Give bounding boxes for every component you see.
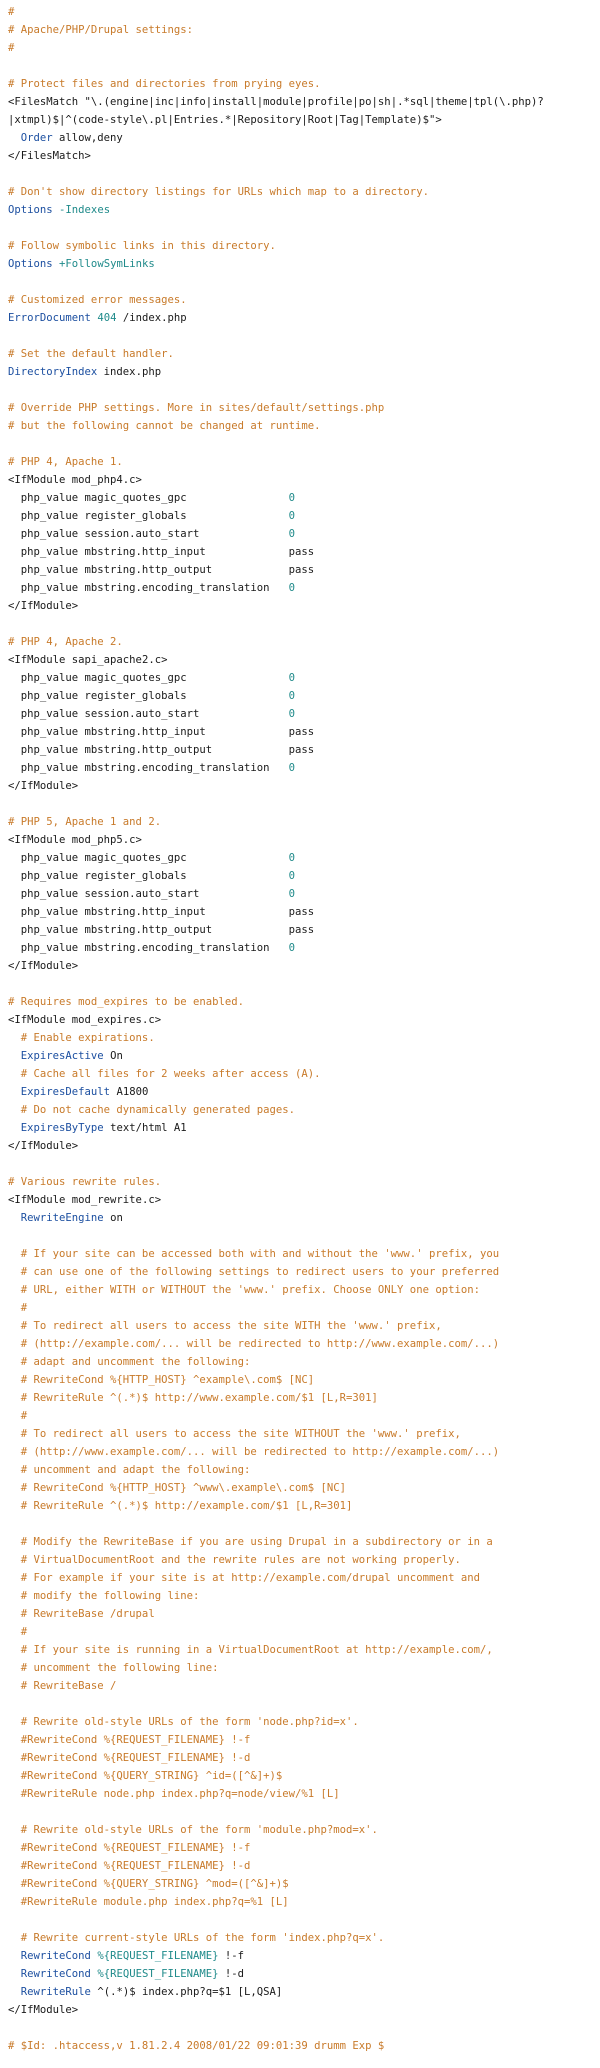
code-text: on bbox=[103, 1212, 123, 1224]
code-comment: #RewriteRule module.php index.php?q=%1 [L] bbox=[8, 1896, 289, 1908]
code-text: php_value mbstring.http_output pass bbox=[8, 564, 315, 576]
code-comment: # bbox=[8, 1410, 28, 1422]
code-comment: # $Id: .htaccess,v 1.81.2.4 2008/01/22 09:01:39 drumm Exp $ bbox=[8, 2040, 385, 2052]
code-line bbox=[8, 1281, 600, 1299]
code-line bbox=[8, 1533, 600, 1551]
code-line bbox=[8, 507, 600, 525]
code-comment: # Apache/PHP/Drupal settings: bbox=[8, 24, 193, 36]
code-line bbox=[8, 255, 600, 273]
code-line bbox=[8, 1839, 600, 1857]
code-line bbox=[8, 687, 600, 705]
code-text: allow,deny bbox=[52, 132, 123, 144]
code-tag: <IfModule bbox=[8, 1194, 72, 1206]
code-number: 0 bbox=[288, 672, 296, 684]
code-comment: # To redirect all users to access the site WITHOUT the 'www.' prefix, bbox=[8, 1428, 461, 1440]
code-tag: mod_rewrite.c> bbox=[71, 1194, 162, 1206]
code-line bbox=[8, 3, 600, 21]
code-line bbox=[8, 831, 600, 849]
code-text: text/html A1 bbox=[103, 1122, 187, 1134]
code-line bbox=[8, 723, 600, 741]
code-comment: #RewriteRule node.php index.php?q=node/view/%1 [L] bbox=[8, 1788, 340, 1800]
code-directive: RewriteCond bbox=[20, 1968, 91, 1980]
code-text: ^(.*)$ index.php?q=$1 [L,QSA] bbox=[90, 1986, 283, 1998]
code-directive: Options bbox=[8, 258, 53, 270]
code-line bbox=[8, 903, 600, 921]
code-line bbox=[8, 597, 600, 615]
code-comment: #RewriteCond %{REQUEST_FILENAME} !-d bbox=[8, 1860, 251, 1872]
code-line bbox=[8, 435, 600, 453]
code-text: /index.php bbox=[116, 312, 187, 324]
code-comment: # PHP 4, Apache 2. bbox=[8, 636, 123, 648]
code-line bbox=[8, 1029, 600, 1047]
code-comment: # Rewrite old-style URLs of the form 'module.php?mod=x'. bbox=[8, 1824, 378, 1836]
code-line bbox=[8, 309, 600, 327]
code-line bbox=[8, 651, 600, 669]
code-line bbox=[8, 327, 600, 345]
code-number: 0 bbox=[288, 582, 296, 594]
code-tag: </IfModule> bbox=[8, 1140, 79, 1152]
code-line bbox=[8, 1407, 600, 1425]
code-tag: </IfModule> bbox=[8, 780, 79, 792]
code-line bbox=[8, 1479, 600, 1497]
code-line bbox=[8, 111, 600, 129]
code-line bbox=[8, 615, 600, 633]
code-text: php_value mbstring.encoding_translation bbox=[8, 582, 289, 594]
code-comment: # Cache all files for 2 weeks after access (A). bbox=[8, 1068, 321, 1080]
code-comment: # Requires mod_expires to be enabled. bbox=[8, 996, 244, 1008]
code-line bbox=[8, 1731, 600, 1749]
code-comment: # Override PHP settings. More in sites/default/settings.php bbox=[8, 402, 385, 414]
code-line bbox=[8, 399, 600, 417]
code-line bbox=[8, 543, 600, 561]
code-comment: # Rewrite current-style URLs of the form 'index.php?q=x'. bbox=[8, 1932, 385, 1944]
code-line bbox=[8, 1227, 600, 1245]
code-number: 0 bbox=[288, 870, 296, 882]
code-line bbox=[8, 1659, 600, 1677]
code-line bbox=[8, 453, 600, 471]
code-line bbox=[8, 993, 600, 1011]
code-number: 0 bbox=[288, 852, 296, 864]
code-comment: # URL, either WITH or WITHOUT the 'www.' prefix. Choose ONLY one option: bbox=[8, 1284, 480, 1296]
code-text: !-d bbox=[218, 1968, 245, 1980]
code-line bbox=[8, 1803, 600, 1821]
code-comment: # RewriteBase / bbox=[8, 1680, 117, 1692]
code-comment: # Don't show directory listings for URLs which map to a directory. bbox=[8, 186, 429, 198]
code-tag: mod_php4.c> bbox=[71, 474, 142, 486]
code-line bbox=[8, 561, 600, 579]
code-line bbox=[8, 345, 600, 363]
code-line bbox=[8, 669, 600, 687]
code-directive: ErrorDocument bbox=[8, 312, 91, 324]
code-line bbox=[8, 1569, 600, 1587]
code-line bbox=[8, 1137, 600, 1155]
code-text: php_value magic_quotes_gpc bbox=[8, 852, 289, 864]
code-comment: # Follow symbolic links in this directory. bbox=[8, 240, 276, 252]
code-comment: # To redirect all users to access the site WITH the 'www.' prefix, bbox=[8, 1320, 442, 1332]
code-line bbox=[8, 777, 600, 795]
code-comment: # RewriteBase /drupal bbox=[8, 1608, 155, 1620]
code-variable: %{REQUEST_FILENAME} bbox=[97, 1950, 219, 1962]
code-comment: #RewriteCond %{QUERY_STRING} ^id=([^&]+)$ bbox=[8, 1770, 283, 1782]
code-line bbox=[8, 1065, 600, 1083]
code-comment: # RewriteRule ^(.*)$ http://example.com/$1 [L,R=301] bbox=[8, 1500, 353, 1512]
code-line bbox=[8, 1425, 600, 1443]
code-text: php_value mbstring.http_output pass bbox=[8, 924, 315, 936]
code-line bbox=[8, 417, 600, 435]
code-comment: # uncomment and adapt the following: bbox=[8, 1464, 251, 1476]
code-line bbox=[8, 1965, 600, 1983]
code-comment: # adapt and uncomment the following: bbox=[8, 1356, 251, 1368]
code-text: A1800 bbox=[110, 1086, 149, 1098]
code-text: php_value mbstring.http_output pass bbox=[8, 744, 315, 756]
code-text: php_value register_globals bbox=[8, 870, 289, 882]
code-line bbox=[8, 633, 600, 651]
code-tag: <IfModule bbox=[8, 474, 72, 486]
code-line bbox=[8, 1155, 600, 1173]
code-directive: ExpiresActive bbox=[20, 1050, 104, 1062]
code-line bbox=[8, 2019, 600, 2037]
code-directive: RewriteRule bbox=[20, 1986, 91, 1998]
code-line bbox=[8, 201, 600, 219]
code-line bbox=[8, 219, 600, 237]
code-comment: #RewriteCond %{QUERY_STRING} ^mod=([^&]+)$ bbox=[8, 1878, 289, 1890]
code-directive: DirectoryIndex bbox=[8, 366, 98, 378]
code-line bbox=[8, 1677, 600, 1695]
code-comment: # (http://example.com/... will be redirected to http://www.example.com/...) bbox=[8, 1338, 500, 1350]
code-directive: RewriteCond bbox=[20, 1950, 91, 1962]
code-comment: # Rewrite old-style URLs of the form 'node.php?id=x'. bbox=[8, 1716, 359, 1728]
code-number: 0 bbox=[288, 888, 296, 900]
code-tag: </IfModule> bbox=[8, 2004, 79, 2016]
code-text: php_value mbstring.encoding_translation bbox=[8, 942, 289, 954]
code-line bbox=[8, 1767, 600, 1785]
code-string: "\.(engine|inc|info|install|module|profile|po|sh|.*sql|theme|tpl(\.php)? bbox=[84, 96, 544, 108]
code-comment: # bbox=[8, 42, 15, 54]
code-line bbox=[8, 129, 600, 147]
code-line bbox=[8, 147, 600, 165]
code-comment: # Various rewrite rules. bbox=[8, 1176, 162, 1188]
code-comment: # Protect files and directories from prying eyes. bbox=[8, 78, 321, 90]
code-line bbox=[8, 1263, 600, 1281]
code-line bbox=[8, 1983, 600, 2001]
code-text: php_value session.auto_start bbox=[8, 708, 289, 720]
code-flag: +FollowSymLinks bbox=[59, 258, 155, 270]
code-line bbox=[8, 1371, 600, 1389]
code-text bbox=[8, 1986, 21, 1998]
code-text: !-f bbox=[218, 1950, 245, 1962]
code-tag: </IfModule> bbox=[8, 960, 79, 972]
code-line bbox=[8, 1821, 600, 1839]
code-line bbox=[8, 1749, 600, 1767]
code-text: php_value register_globals bbox=[8, 510, 289, 522]
code-line bbox=[8, 1551, 600, 1569]
code-line bbox=[8, 1245, 600, 1263]
code-number: 0 bbox=[288, 762, 296, 774]
code-line bbox=[8, 1047, 600, 1065]
code-number: 0 bbox=[288, 690, 296, 702]
code-tag: sapi_apache2.c> bbox=[71, 654, 168, 666]
code-line bbox=[8, 525, 600, 543]
code-line bbox=[8, 1713, 600, 1731]
code-line bbox=[8, 2001, 600, 2019]
code-line bbox=[8, 381, 600, 399]
code-line bbox=[8, 1299, 600, 1317]
code-line bbox=[8, 1191, 600, 1209]
code-text bbox=[8, 1086, 21, 1098]
code-text: php_value mbstring.http_input pass bbox=[8, 726, 315, 738]
code-line bbox=[8, 579, 600, 597]
code-line bbox=[8, 1785, 600, 1803]
code-string: |xtmpl)$|^(code-style\.pl|Entries.*|Repository|Root|Tag|Template)$"> bbox=[8, 114, 442, 126]
code-text bbox=[8, 1212, 21, 1224]
code-directive: Options bbox=[8, 204, 53, 216]
code-line bbox=[8, 1461, 600, 1479]
code-line bbox=[8, 1173, 600, 1191]
code-line bbox=[8, 1497, 600, 1515]
code-comment: # Set the default handler. bbox=[8, 348, 174, 360]
code-line bbox=[8, 1641, 600, 1659]
code-line bbox=[8, 759, 600, 777]
code-comment: # For example if your site is at http://example.com/drupal uncomment and bbox=[8, 1572, 480, 1584]
code-number: 0 bbox=[288, 708, 296, 720]
code-text bbox=[8, 1050, 21, 1062]
code-line bbox=[8, 795, 600, 813]
code-line bbox=[8, 1011, 600, 1029]
code-text: php_value register_globals bbox=[8, 690, 289, 702]
code-text bbox=[8, 132, 21, 144]
code-directive: ExpiresByType bbox=[20, 1122, 104, 1134]
code-number: 404 bbox=[97, 312, 117, 324]
code-line bbox=[8, 1101, 600, 1119]
code-text bbox=[8, 1950, 21, 1962]
code-line bbox=[8, 1515, 600, 1533]
code-line bbox=[8, 21, 600, 39]
code-text: On bbox=[103, 1050, 123, 1062]
code-comment: #RewriteCond %{REQUEST_FILENAME} !-d bbox=[8, 1752, 251, 1764]
code-directive: ExpiresDefault bbox=[20, 1086, 111, 1098]
code-line bbox=[8, 1389, 600, 1407]
code-line bbox=[8, 957, 600, 975]
code-tag: mod_php5.c> bbox=[71, 834, 142, 846]
code-comment: # RewriteRule ^(.*)$ http://www.example.com/$1 [L,R=301] bbox=[8, 1392, 378, 1404]
code-line bbox=[8, 1911, 600, 1929]
code-text bbox=[8, 1968, 21, 1980]
code-line bbox=[8, 39, 600, 57]
code-text bbox=[8, 1122, 21, 1134]
code-line bbox=[8, 741, 600, 759]
code-comment: # Do not cache dynamically generated pages. bbox=[8, 1104, 296, 1116]
code-line bbox=[8, 705, 600, 723]
code-variable: %{REQUEST_FILENAME} bbox=[97, 1968, 219, 1980]
code-number: 0 bbox=[288, 492, 296, 504]
code-line bbox=[8, 1119, 600, 1137]
code-comment: # If your site is running in a VirtualDocumentRoot at http://example.com/, bbox=[8, 1644, 493, 1656]
code-comment: # can use one of the following settings to redirect users to your preferred bbox=[8, 1266, 500, 1278]
code-line bbox=[8, 939, 600, 957]
code-line bbox=[8, 1083, 600, 1101]
code-comment: # If your site can be accessed both with and without the 'www.' prefix, you bbox=[8, 1248, 500, 1260]
code-line bbox=[8, 1857, 600, 1875]
code-text: php_value mbstring.http_input pass bbox=[8, 546, 315, 558]
code-number: 0 bbox=[288, 510, 296, 522]
code-comment: # RewriteCond %{HTTP_HOST} ^example\.com$ [NC] bbox=[8, 1374, 315, 1386]
code-tag: <IfModule bbox=[8, 834, 72, 846]
code-line bbox=[8, 237, 600, 255]
code-line bbox=[8, 849, 600, 867]
code-text: php_value magic_quotes_gpc bbox=[8, 672, 289, 684]
code-tag: <FilesMatch bbox=[8, 96, 85, 108]
code-line bbox=[8, 273, 600, 291]
code-line bbox=[8, 1893, 600, 1911]
code-directive: RewriteEngine bbox=[20, 1212, 104, 1224]
code-comment: #RewriteCond %{REQUEST_FILENAME} !-f bbox=[8, 1842, 251, 1854]
code-line bbox=[8, 75, 600, 93]
code-comment: # uncomment the following line: bbox=[8, 1662, 219, 1674]
code-tag: </FilesMatch> bbox=[8, 150, 91, 162]
code-line bbox=[8, 1353, 600, 1371]
code-directive: Order bbox=[20, 132, 53, 144]
code-line bbox=[8, 1695, 600, 1713]
code-line bbox=[8, 1875, 600, 1893]
code-line bbox=[8, 471, 600, 489]
code-number: 0 bbox=[288, 942, 296, 954]
code-text: php_value mbstring.encoding_translation bbox=[8, 762, 289, 774]
code-text: index.php bbox=[97, 366, 162, 378]
code-comment: # Enable expirations. bbox=[8, 1032, 155, 1044]
code-line bbox=[8, 1317, 600, 1335]
code-line bbox=[8, 57, 600, 75]
code-comment: # PHP 4, Apache 1. bbox=[8, 456, 123, 468]
code-line bbox=[8, 813, 600, 831]
code-line bbox=[8, 1929, 600, 1947]
code-line bbox=[8, 885, 600, 903]
code-line bbox=[8, 1335, 600, 1353]
code-line bbox=[8, 867, 600, 885]
code-line bbox=[8, 1623, 600, 1641]
code-comment: # (http://www.example.com/... will be redirected to http://example.com/...) bbox=[8, 1446, 500, 1458]
code-comment: #RewriteCond %{REQUEST_FILENAME} !-f bbox=[8, 1734, 251, 1746]
code-tag: <IfModule bbox=[8, 654, 72, 666]
code-line bbox=[8, 921, 600, 939]
code-text: php_value mbstring.http_input pass bbox=[8, 906, 315, 918]
code-line bbox=[8, 975, 600, 993]
code-flag: -Indexes bbox=[59, 204, 111, 216]
code-comment: # VirtualDocumentRoot and the rewrite rules are not working properly. bbox=[8, 1554, 461, 1566]
code-comment: # bbox=[8, 1626, 28, 1638]
code-tag: mod_expires.c> bbox=[71, 1014, 162, 1026]
code-line bbox=[8, 1605, 600, 1623]
code-line bbox=[8, 2037, 600, 2055]
code-line bbox=[8, 165, 600, 183]
code-text: php_value magic_quotes_gpc bbox=[8, 492, 289, 504]
code-line bbox=[8, 93, 600, 111]
code-line bbox=[8, 1443, 600, 1461]
code-line bbox=[8, 1587, 600, 1605]
code-comment: # RewriteCond %{HTTP_HOST} ^www\.example\.com$ [NC] bbox=[8, 1482, 347, 1494]
code-text: php_value session.auto_start bbox=[8, 888, 289, 900]
code-line bbox=[8, 1947, 600, 1965]
code-comment: # PHP 5, Apache 1 and 2. bbox=[8, 816, 162, 828]
code-tag: <IfModule bbox=[8, 1014, 72, 1026]
code-number: 0 bbox=[288, 528, 296, 540]
code-comment: # Customized error messages. bbox=[8, 294, 187, 306]
code-line bbox=[8, 1209, 600, 1227]
code-text: php_value session.auto_start bbox=[8, 528, 289, 540]
code-comment: # but the following cannot be changed at runtime. bbox=[8, 420, 321, 432]
code-line bbox=[8, 363, 600, 381]
code-comment: # bbox=[8, 6, 15, 18]
code-line bbox=[8, 183, 600, 201]
code-comment: # modify the following line: bbox=[8, 1590, 200, 1602]
code-line bbox=[8, 291, 600, 309]
code-comment: # bbox=[8, 1302, 28, 1314]
code-tag: </IfModule> bbox=[8, 600, 79, 612]
code-line bbox=[8, 489, 600, 507]
code-comment: # Modify the RewriteBase if you are using Drupal in a subdirectory or in a bbox=[8, 1536, 493, 1548]
